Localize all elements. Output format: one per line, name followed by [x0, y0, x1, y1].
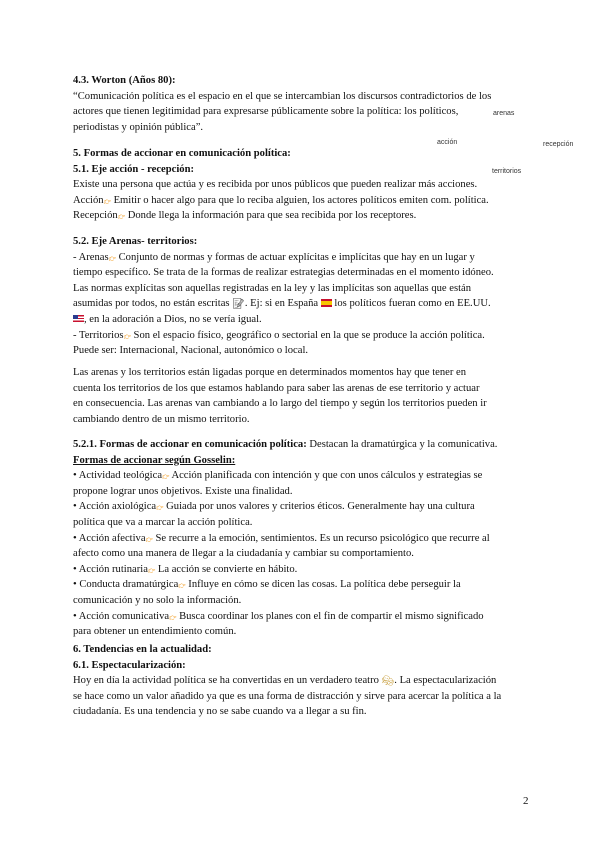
pointing-hand-icon: 👉︎ — [103, 195, 111, 207]
item-label: • Acción comunicativa — [73, 610, 170, 622]
item-text: Busca coordinar los planes con el fin de compartir el mismo significado — [176, 610, 484, 622]
paragraph-line — [73, 296, 533, 312]
section-5 — [73, 146, 533, 224]
heading-bold: 5.2.1. Formas de accionar en comunicación política: — [73, 439, 307, 450]
pointing-hand-icon: 👉︎ — [145, 533, 153, 545]
paragraph-line: cuenta los territorios de los que estamos hablando para saber las arenas de ese territorio y actuar — [73, 382, 480, 394]
list-item-continuation: para obtener un entendimiento común. — [73, 626, 237, 638]
note-territorios: territorios — [492, 168, 522, 175]
pointing-hand-icon: 👉︎ — [117, 211, 126, 223]
page-number: 2 — [523, 795, 529, 807]
list-item-continuation: afecto como una manera de llegar a la ciudadanía y cambiar su comportamiento. — [73, 548, 414, 560]
section-6 — [73, 642, 533, 720]
pointing-hand-icon: 👉︎ — [123, 330, 131, 342]
item-text: Acción planificada con intención y que con unos cálculos y estrategias se — [169, 470, 483, 482]
spain-flag-icon — [321, 299, 332, 307]
quote-line: actores que tienen legitimidad para expresarse públicamente sobre la política: los políticos, — [73, 106, 459, 118]
item-label: • Acción axiológica — [73, 501, 157, 513]
item-text: Influye en cómo se dicen las cosas. La política debe perseguir la — [185, 579, 461, 591]
list-item — [73, 562, 533, 578]
pencil-memo-icon: 📝︎ — [232, 299, 245, 311]
item-text: Se recurre a la emoción, sentimientos. Es un recurso psicológico que recurre al — [152, 532, 490, 544]
pointing-hand-icon: 👉︎ — [178, 580, 186, 592]
list-item-continuation: política que va a marcar la acción política. — [73, 516, 253, 528]
paragraph-line: Existe una persona que actúa y es recibida por unos públicos que pueden realizar más acciones. — [73, 179, 478, 191]
paragraph-line — [73, 673, 533, 689]
item-label: • Actividad teológica — [73, 470, 163, 482]
item-text: La acción se convierte en hábito. — [155, 563, 298, 575]
paragraph-line: tiempo específico. Se trata de la formas de realizar estrategias determinadas en el momento idóneo. — [73, 267, 494, 279]
usa-flag-icon — [73, 315, 84, 323]
text-run: los políticos fueran como en EE.UU. — [331, 298, 491, 310]
note-accion: acción — [437, 139, 458, 146]
paragraph-line: Las arenas y los territorios están ligadas porque en determinados momentos hay que tener en — [73, 367, 467, 378]
pointing-hand-icon: 👉︎ — [169, 611, 177, 623]
heading-rest: Destacan la dramatúrgica y la comunicativa. — [306, 439, 498, 450]
paragraph-line — [73, 250, 533, 266]
performing-arts-icon: 🎭︎ — [381, 676, 395, 688]
section-heading: 4.3. Worton (Años 80): — [73, 75, 176, 86]
term-label: Recepción — [73, 210, 118, 222]
term-text: Conjunto de normas y formas de actuar explícitas e implícitas que hay en un lugar y — [115, 251, 475, 263]
pointing-hand-icon: 👉︎ — [156, 502, 164, 514]
note-arenas: arenas — [493, 110, 515, 117]
item-label: • Conducta dramatúrgica — [73, 579, 179, 591]
list-item-continuation: comunicación y no solo la información. — [73, 594, 242, 606]
quote-line: “Comunicación política es el espacio en el que se intercambian los discursos contradictorios de los — [73, 90, 492, 102]
term-label: - Territorios — [73, 329, 124, 341]
text-run: asumidas por todos, no están escritas — [73, 298, 233, 310]
subsection-heading — [73, 437, 533, 453]
section-5-2 — [73, 234, 533, 359]
item-label: • Acción rutinaria — [73, 563, 148, 575]
text-run: . La espectacularización — [394, 675, 497, 687]
paragraph-line: Las normas explícitas son aquellas registradas en la ley y las implícitas son aquellas que están — [73, 282, 472, 294]
paragraph-line — [73, 328, 533, 344]
paragraph-line — [73, 193, 533, 209]
subsection-heading: 5.1. Eje acción - recepción: — [73, 163, 195, 175]
list-item — [73, 577, 533, 593]
item-label: • Acción afectiva — [73, 532, 146, 544]
list-item — [73, 468, 533, 484]
section-4-3 — [73, 73, 533, 135]
list-item — [73, 531, 533, 547]
text-run: , en la adoración a Dios, no se vería igual. — [84, 313, 262, 325]
subsection-heading: 6.1. Espectacularización: — [73, 659, 186, 671]
paragraph-line — [73, 312, 533, 328]
paragraph-line: en consecuencia. Las arenas van cambiando a lo largo del tiempo y según los territorios pueden ir — [73, 398, 487, 410]
list-item-continuation: propone lograr unos objetivos. Existe una finalidad. — [73, 485, 293, 497]
text-run: . Ej: si en España — [244, 298, 321, 310]
gosselin-heading: Formas de accionar según Gosselin: — [73, 454, 236, 466]
list-item — [73, 609, 533, 625]
section-heading: 6. Tendencias en la actualidad: — [73, 644, 212, 655]
pointing-hand-icon: 👉︎ — [162, 471, 170, 483]
term-text: Emitir o hacer algo para que lo reciba alguien, los actores políticos emiten com. política. — [110, 194, 489, 206]
paragraph-line: ciudadanía. Es una tendencia y no se sabe cuando va a llegar a su fin. — [73, 706, 367, 718]
subsection-heading: 5.2. Eje Arenas- territorios: — [73, 236, 198, 247]
pointing-hand-icon: 👉︎ — [147, 564, 156, 576]
list-item — [73, 499, 533, 515]
item-text: Guiada por unos valores y criterios éticos. Generalmente hay una cultura — [163, 501, 475, 513]
paragraph-line — [73, 208, 533, 224]
section-heading: 5. Formas de accionar en comunicación política: — [73, 148, 291, 159]
pointing-hand-icon: 👉︎ — [108, 252, 116, 264]
note-recepcion: recepción — [543, 141, 574, 148]
text-run: Hoy en día la actividad política se ha convertidas en un verdadero teatro — [73, 675, 382, 687]
paragraph-line: Puede ser: Internacional, Nacional, autonómico o local. — [73, 345, 309, 357]
term-text: Son el espacio físico, geográfico o sectorial en la que se produce la acción política. — [130, 329, 485, 341]
paragraph-line: se hace como un valor añadido ya que es una forma de distracción y sirve para acercar la política a la — [73, 690, 502, 702]
term-label: - Arenas — [73, 251, 109, 263]
term-label: Acción — [73, 194, 104, 206]
quote-line: periodistas y opinión pública”. — [73, 121, 204, 133]
term-text: Donde llega la información para que sea recibida por los receptores. — [125, 210, 417, 222]
paragraph-line: cambiando dentro de un mismo territorio. — [73, 413, 250, 425]
section-5-2-1 — [73, 437, 533, 640]
paragraph-arenas-territorios — [73, 365, 533, 427]
